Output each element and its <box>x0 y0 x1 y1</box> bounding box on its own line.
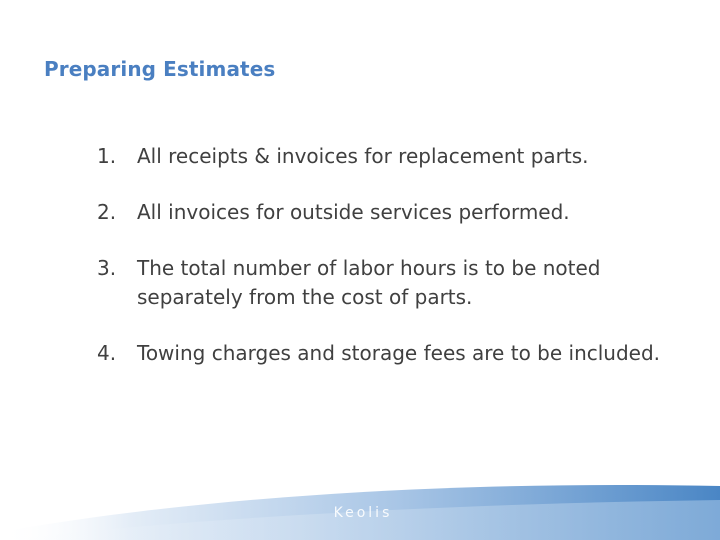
list-item <box>97 198 697 227</box>
list-item <box>97 339 697 368</box>
logo-wordmark: Keolis <box>333 505 393 521</box>
slide-title: Preparing Estimates <box>44 57 276 81</box>
list-item-text: All invoices for outside services performed. <box>137 200 570 224</box>
company-logo <box>318 500 408 526</box>
list-item-text: Towing charges and storage fees are to be included. <box>137 341 661 365</box>
list-item <box>97 254 697 312</box>
list-item-number: 4. <box>97 341 117 365</box>
list-item-text: All receipts & invoices for replacement parts. <box>137 144 589 168</box>
list-item <box>97 142 697 171</box>
estimate-requirements-list <box>97 142 697 395</box>
list-item-number: 2. <box>97 200 117 224</box>
list-item-number: 3. <box>97 256 117 280</box>
list-item-number: 1. <box>97 144 117 168</box>
list-item-text: The total number of labor hours is to be noted separately from the cost of parts. <box>137 256 601 309</box>
